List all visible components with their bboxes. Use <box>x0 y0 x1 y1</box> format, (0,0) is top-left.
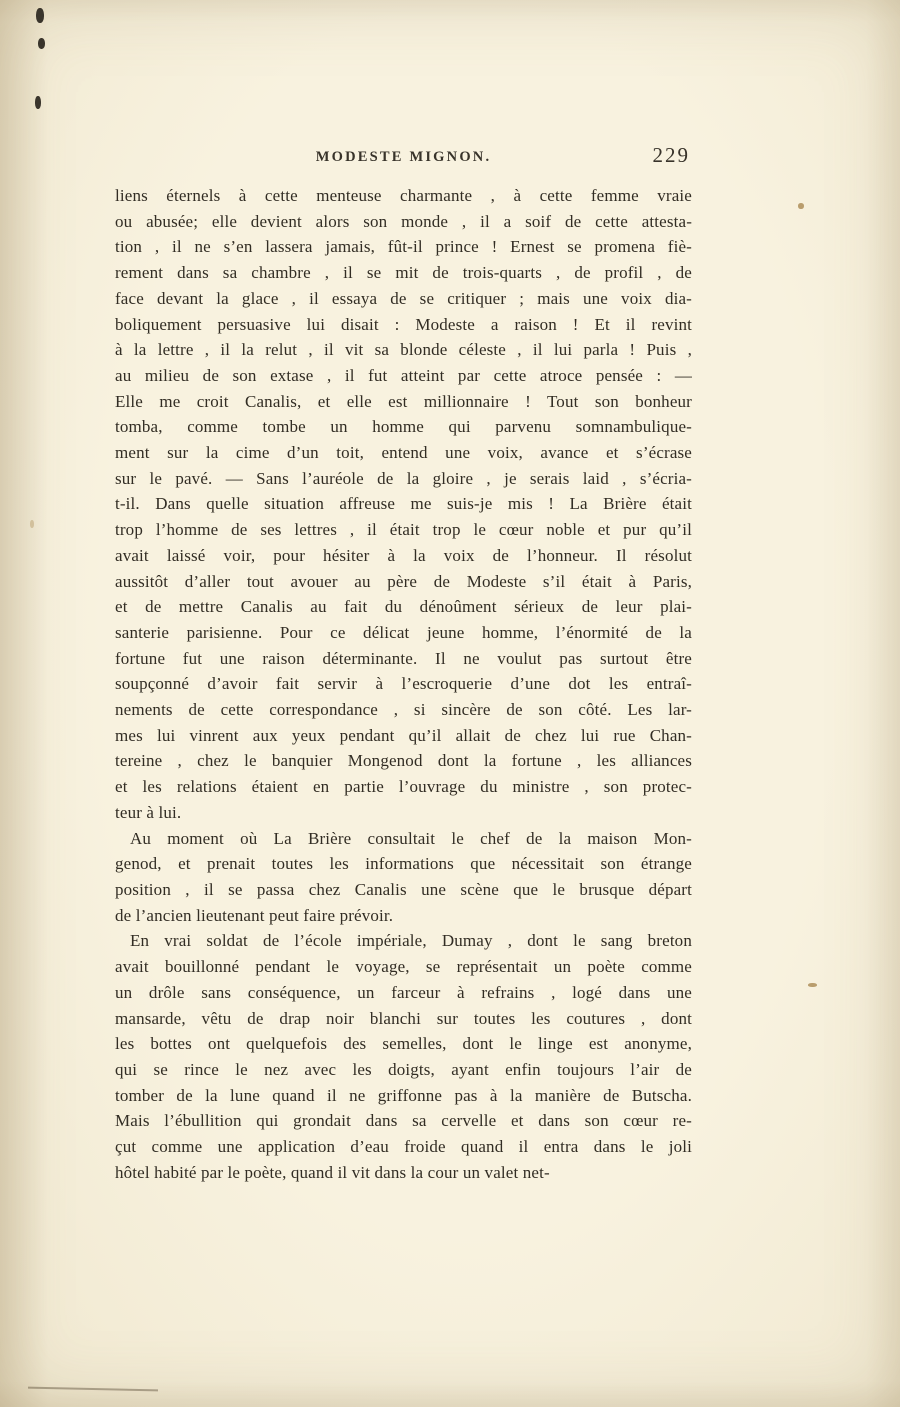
text-line: avait laissé voir, pour hésiter à la voix de l’honneur. Il résolut <box>115 545 692 565</box>
text-line: boliquement persuasive lui disait : Modeste a raison ! Et il revint <box>115 314 692 334</box>
text-line: çut comme une application d’eau froide quand il entra dans le joli <box>115 1137 692 1157</box>
text-line: t-il. Dans quelle situation affreuse me suis-je mis ! La Brière était <box>115 494 692 514</box>
paragraph <box>115 826 692 929</box>
page-number: 229 <box>652 143 690 167</box>
scan-speck <box>35 96 41 109</box>
text-line: position , il se passa chez Canalis une scène que le brusque départ <box>115 879 692 899</box>
text-line: les bottes ont quelquefois des semelles, dont le linge est anonyme, <box>115 1034 692 1054</box>
text-line: et de mettre Canalis au fait du dénoûment sérieux de leur plai- <box>115 597 692 617</box>
text-line: liens éternels à cette menteuse charmante , à cette femme vraie <box>115 186 692 205</box>
text-line: et les relations étaient en partie l’ouvrage du ministre , son protec- <box>115 777 692 797</box>
text-line: tomber de la lune quand il ne griffonne pas à la manière de Butscha. <box>115 1085 692 1105</box>
text-line: ou abusée; elle devient alors son monde , il a soif de cette attesta- <box>115 211 692 231</box>
text-line: rement dans sa chambre , il se mit de trois-quarts , de profil , de <box>115 263 692 283</box>
paragraph <box>115 183 692 826</box>
scan-speck <box>36 8 44 23</box>
text-line: tomba, comme tombe un homme qui parvenu somnambulique- <box>115 417 692 437</box>
text-line: trop l’homme de ses lettres , il était trop le cœur noble et pur qu’il <box>115 520 692 540</box>
scan-speck <box>798 203 804 209</box>
text-line: face devant la glace , il essaya de se critiquer ; mais une voix dia- <box>115 288 692 308</box>
text-line: tion , il ne s’en lassera jamais, fût-il prince ! Ernest se promena fiè- <box>115 237 692 257</box>
text-line: avait bouillonné pendant le voyage, se représentait un poète comme <box>115 957 692 977</box>
text-line: à la lettre , il la relut , il vit sa blonde céleste , il lui parla ! Puis , <box>115 340 692 360</box>
text-line: nements de cette correspondance , si sincère de son côté. Les lar- <box>115 700 692 720</box>
page-edge-mark <box>28 1387 158 1392</box>
text-line: santerie parisienne. Pour ce délicat jeune homme, l’énormité de la <box>115 622 692 642</box>
text-line: Au moment où La Brière consultait le chef de la maison Mon- <box>130 828 692 848</box>
text-line: teur à lui. <box>115 802 182 822</box>
text-line: hôtel habité par le poète, quand il vit dans la cour un valet net- <box>115 1162 550 1182</box>
scan-speck <box>38 38 45 49</box>
text-line: au milieu de son extase , il fut atteint par cette atroce pensée : — <box>115 365 692 385</box>
text-line: tereine , chez le banquier Mongenod dont la fortune , les alliances <box>115 751 692 771</box>
text-line: soupçonné d’avoir fait servir à l’escroquerie d’une dot les entraî- <box>115 674 692 694</box>
scan-speck <box>808 983 817 987</box>
text-line: aussitôt d’aller tout avouer au père de Modeste s’il était à Paris, <box>115 571 692 591</box>
text-line: mes lui vinrent aux yeux pendant qu’il allait de chez lui rue Chan- <box>115 725 692 745</box>
text-line: fortune fut une raison déterminante. Il ne voulut pas surtout être <box>115 648 692 668</box>
text-block <box>115 183 692 1185</box>
text-line: de l’ancien lieutenant peut faire prévoir. <box>115 905 394 925</box>
text-line: Mais l’ébullition qui grondait dans sa cervelle et dans son cœur re- <box>115 1111 692 1131</box>
text-line: qui se rince le nez avec les doigts, ayant enfin toujours l’air de <box>115 1059 692 1079</box>
text-line: mansarde, vêtu de drap noir blanchi sur toutes les coutures , dont <box>115 1008 692 1028</box>
text-line: ment sur la cime d’un toit, entend une voix, avance et s’écrase <box>115 443 692 463</box>
page-header <box>115 143 692 172</box>
text-line: sur le pavé. — Sans l’auréole de la gloire , je serais laid , s’écria- <box>115 468 692 488</box>
text-line: En vrai soldat de l’école impériale, Dumay , dont le sang breton <box>130 931 692 951</box>
paragraph <box>115 928 692 1185</box>
running-title: MODESTE MIGNON. <box>315 149 492 165</box>
scan-speck <box>30 520 34 528</box>
text-line: Elle me croit Canalis, et elle est millionnaire ! Tout son bonheur <box>115 391 692 411</box>
text-line: genod, et prenait toutes les informations que nécessitait son étrange <box>115 854 692 874</box>
text-line: un drôle sans conséquence, un farceur à refrains , logé dans une <box>115 982 692 1002</box>
